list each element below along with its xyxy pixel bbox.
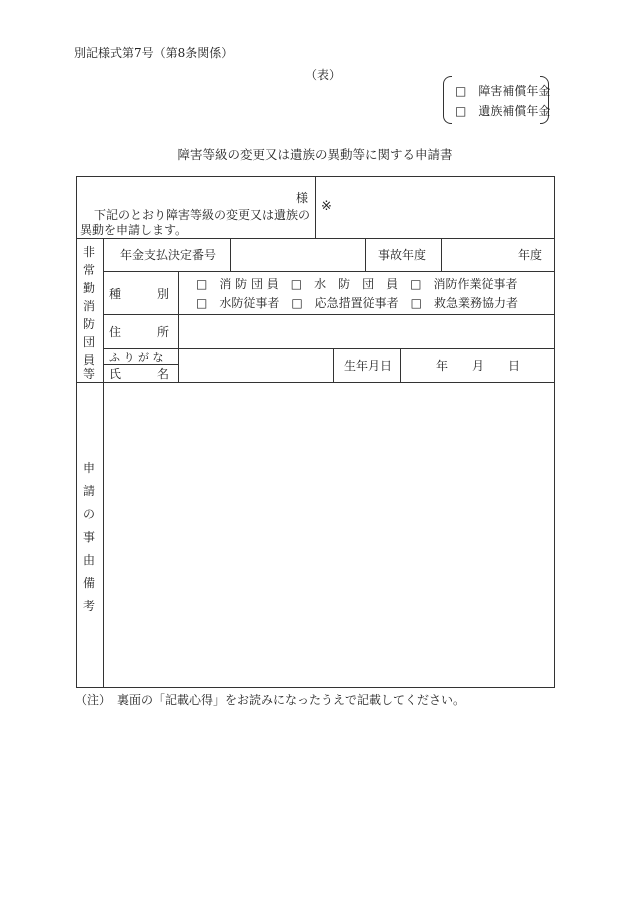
birth-date-field[interactable]: 年 月 日: [436, 359, 521, 373]
pension-decision-number-label: 年金支払決定番号: [120, 248, 217, 262]
reason-remarks-field[interactable]: [105, 384, 553, 686]
pension-option-disability[interactable]: □ 障害補償年金: [455, 84, 551, 98]
bracket-left: [443, 76, 452, 124]
address-label: 住 所: [109, 325, 170, 339]
address-field[interactable]: [180, 316, 553, 346]
category-label: 種 別: [109, 287, 170, 301]
form-title: 障害等級の変更又は遺族の異動等に関する申請書: [177, 147, 453, 162]
name-label: 氏 名: [109, 367, 170, 381]
request-text-line1: 下記のとおり障害等級の変更又は遺族の: [94, 208, 311, 222]
side-indicator: （表）: [305, 68, 342, 82]
request-text-line2: 異動を申請します。: [80, 223, 188, 237]
accident-year-label: 事故年度: [378, 248, 427, 262]
category-options-row1[interactable]: □ 消 防 団 員 □ 水 防 団 員 □ 消防作業従事者: [196, 277, 518, 291]
birth-date-label: 生年月日: [344, 359, 393, 373]
addressee-suffix: 様: [296, 191, 309, 205]
furigana-label: ふ り が な: [109, 351, 164, 364]
pension-option-survivor[interactable]: □ 遺族補償年金: [455, 104, 551, 118]
office-use-mark: ※: [321, 199, 332, 214]
category-options-row2[interactable]: □ 水防従事者 □ 応急措置従事者 □ 救急業務協力者: [196, 296, 519, 310]
name-field[interactable]: [180, 350, 331, 381]
pension-decision-number-field[interactable]: [232, 240, 363, 270]
form-number-label: 別記様式第7号（第8条関係）: [74, 46, 234, 60]
footnote: （注） 裏面の「記載心得」をお読みになったうえで記載してください。: [75, 693, 466, 707]
pension-type-selector: [443, 76, 549, 124]
accident-year-unit[interactable]: 年度: [518, 248, 543, 262]
